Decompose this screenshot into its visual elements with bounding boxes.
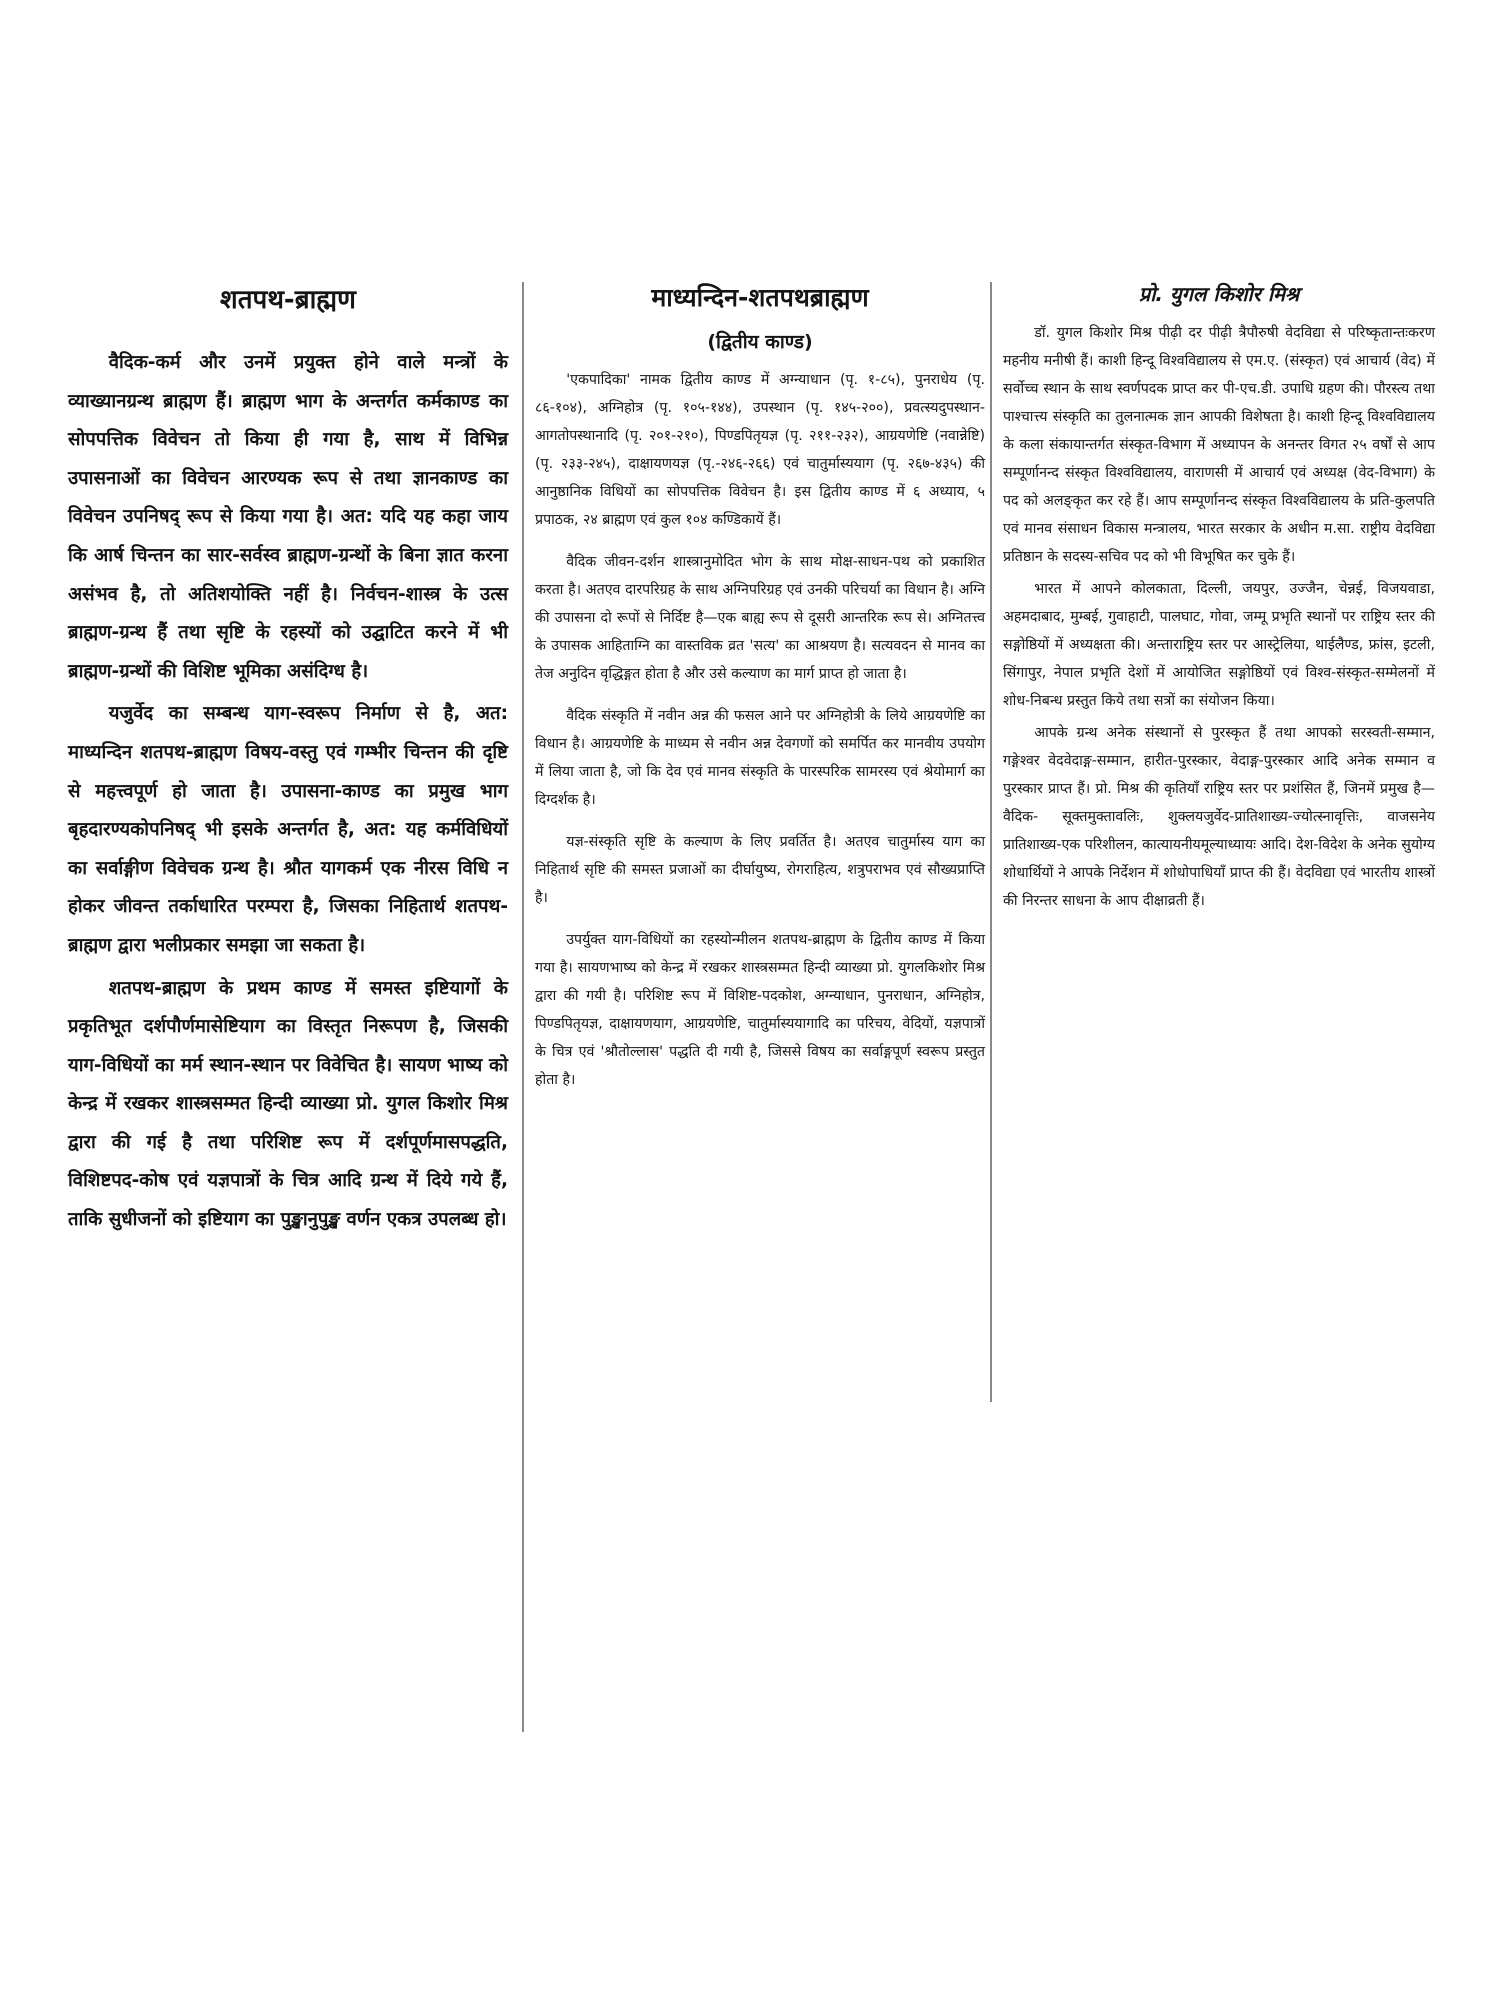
paragraph: यजुर्वेद का सम्बन्ध याग-स्वरूप निर्माण से है, अत: माध्यन्दिन शतपथ-ब्राह्मण विषय-वस्तु एवं गम्भीर चिन्तन की दृष्टि से महत्त्वपूर्ण हो जाता है। उपासना-काण्ड का प्रमुख भाग बृहदारण्यकोपनिषद् भी इसके अन्तर्गत है, अत: यह कर्मविधियों का सर्वाङ्गीण विवेचक ग्रन्थ है। श्रौत यागकर्म एक नीरस विधि न होकर जीवन्त तर्काधारित परम्परा है, जिसका निहितार्थ शतपथ-ब्राह्मण द्वारा भलीप्रकार समझा जा सकता है।	[68, 703, 508, 956]
paragraph: वैदिक संस्कृति में नवीन अन्न की फसल आने पर अग्निहोत्री के लिये आग्रयणेष्टि का विधान है। आग्रयणेष्टि के माध्यम से नवीन अन्न देवगणों को समर्पित कर मानवीय उपयोग में लिया जाता है, जो कि देव एवं मानव संस्कृति के पारस्परिक सामरस्य एवं श्रेयोमार्ग का दिग्दर्शक है।	[535, 708, 985, 808]
paragraph: वैदिक-कर्म और उनमें प्रयुक्त होने वाले मन्त्रों के व्याख्यानग्रन्थ ब्राह्मण हैं। ब्राह्मण भाग के अन्तर्गत कर्मकाण्ड का सोपपत्तिक विवेचन तो किया ही गया है, साथ में विभिन्न उपासनाओं का विवेचन आरण्यक रूप से तथा ज्ञानकाण्ड का विवेचन उपनिषद् रूप से किया गया है। अत: यदि यह कहा जाय कि आर्ष चिन्तन का सार-सर्वस्व ब्राह्मण-ग्रन्थों के बिना ज्ञात करना असंभव है, तो अतिशयोक्ति नहीं है। निर्वचन-शास्त्र के उत्स ब्राह्मण-ग्रन्थ हैं तथा सृष्टि के रहस्यों को उद्घाटित करने में भी ब्राह्मण-ग्रन्थों की विशिष्ट भूमिका असंदिग्ध है।	[68, 352, 508, 682]
paragraph: शतपथ-ब्राह्मण के प्रथम काण्ड में समस्त इष्टियागों के प्रकृतिभूत दर्शपौर्णमासेष्टियाग का विस्तृत निरूपण है, जिसकी याग-विधियों का मर्म स्थान-स्थान पर विवेचित है। सायण भाष्य को केन्द्र में रखकर शास्त्रसम्मत हिन्दी व्याख्या प्रो. युगल किशोर मिश्र द्वारा की गई है तथा परिशिष्ट रूप में दर्शपूर्णमासपद्धति, विशिष्टपद-कोष एवं यज्ञपात्रों के चित्र आदि ग्रन्थ में दिये गये हैं, ताकि सुधीजनों को इष्टियाग का पुङ्खानुपुङ्ख वर्णन एकत्र उपलब्ध हो।	[68, 977, 508, 1231]
column-subheading: (द्वितीय काण्ड)	[707, 331, 813, 353]
column-shatapatha-brahmana	[68, 280, 508, 1240]
column-author-bio	[1003, 280, 1435, 915]
paragraph: भारत में आपने कोलकाता, दिल्ली, जयपुर, उज्जैन, चेन्नई, विजयवाडा, अहमदाबाद, मुम्बई, गुवाहाटी, पालघाट, गोवा, जम्मू प्रभृति स्थानों पर राष्ट्रिय स्तर की सङ्गोष्ठियों में अध्यक्षता की। अन्ताराष्ट्रिय स्तर पर आस्ट्रेलिया, थाईलैण्ड, फ्रांस, इटली, सिंगापुर, नेपाल प्रभृति देशों में आयोजित सङ्गोष्ठियों एवं विश्व-संस्कृत-सम्मेलनों में शोध-निबन्ध प्रस्तुत किये तथा सत्रों का संयोजन किया।	[1003, 581, 1435, 709]
paragraph: आपके ग्रन्थ अनेक संस्थानों से पुरस्कृत हैं तथा आपको सरस्वती-सम्मान, गङ्गेश्वर वेदवेदाङ्ग-सम्मान, हारीत-पुरस्कार, वेदाङ्ग-पुरस्कार आदि अनेक सम्मान व पुरस्कार प्राप्त हैं। प्रो. मिश्र की कृतियाँ राष्ट्रिय स्तर पर प्रशंसित हैं, जिनमें प्रमुख है—वैदिक- सूक्तमुक्तावलिः, शुक्लयजुर्वेद-प्रातिशाख्य-ज्योत्स्नावृत्तिः, वाजसनेय प्रातिशाख्य-एक परिशीलन, कात्यायनीयमूल्याध्यायः आदि। देश-विदेश के अनेक सुयोग्य शोधार्थियों ने आपके निर्देशन में शोधोपाधियाँ प्राप्त की हैं। वेदविद्या एवं भारतीय शास्त्रों की निरन्तर साधना के आप दीक्षाव्रती हैं।	[1003, 725, 1435, 909]
column-madhyandina-shatapatha	[535, 280, 985, 1094]
column-heading: प्रो. युगल किशोर मिश्र	[1138, 282, 1300, 306]
column-divider-right	[990, 282, 992, 1402]
column-heading: माध्यन्दिन-शतपथब्राह्मण	[651, 283, 869, 312]
column-divider-left	[522, 282, 524, 1732]
paragraph: 'एकपादिका' नामक द्वितीय काण्ड में अग्न्याधान (पृ. १-८५), पुनराधेय (पृ. ८६-१०४), अग्निहोत्र (पृ. १०५-१४४), उपस्थान (पृ. १४५-२००), प्रवत्स्यदुपस्थान-आगतोपस्थानादि (पृ. २०१-२१०), पिण्डपितृयज्ञ (पृ. २११-२३२), आग्रयणेष्टि (नवान्नेष्टि) (पृ. २३३-२४५), दाक्षायणयज्ञ (पृ.-२४६-२६६) एवं चातुर्मास्ययाग (पृ. २६७-४३५) की आनुष्ठानिक विधियों का सोपपत्तिक विवेचन है। इस द्वितीय काण्ड में ६ अध्याय, ५ प्रपाठक, २४ ब्राह्मण एवं कुल १०४ कण्डिकायें हैं।	[535, 372, 985, 528]
paragraph: डॉ. युगल किशोर मिश्र पीढ़ी दर पीढ़ी त्रैपौरुषी वेदविद्या से परिष्कृतान्तःकरण महनीय मनीषी हैं। काशी हिन्दू विश्वविद्यालय से एम.ए. (संस्कृत) एवं आचार्य (वेद) में सर्वोच्च स्थान के साथ स्वर्णपदक प्राप्त कर पी-एच.डी. उपाधि ग्रहण की। पौरस्त्य तथा पाश्चात्त्य संस्कृति का तुलनात्मक ज्ञान आपकी विशेषता है। काशी हिन्दू विश्वविद्यालय के कला संकायान्तर्गत संस्कृत-विभाग में अध्यापन के अनन्तर विगत २५ वर्षों से आप सम्पूर्णानन्द संस्कृत विश्वविद्यालय, वाराणसी में आचार्य एवं अध्यक्ष (वेद-विभाग) के पद को अलङ्कृत कर रहे हैं। आप सम्पूर्णानन्द संस्कृत विश्वविद्यालय के प्रति-कुलपति एवं मानव संसाधन विकास मन्त्रालय, भारत सरकार के अधीन म.सा. राष्ट्रीय वेदविद्या प्रतिष्ठान के सदस्य-सचिव पद को भी विभूषित कर चुके हैं।	[1003, 325, 1435, 565]
paragraph: उपर्युक्त याग-विधियों का रहस्योन्मीलन शतपथ-ब्राह्मण के द्वितीय काण्ड में किया गया है। सायणभाष्य को केन्द्र में रखकर शास्त्रसम्मत हिन्दी व्याख्या प्रो. युगलकिशोर मिश्र द्वारा की गयी है। परिशिष्ट रूप में विशिष्ट-पदकोश, अग्न्याधान, पुनराधान, अग्निहोत्र, पिण्डपितृयज्ञ, दाक्षायणयाग, आग्रयणेष्टि, चातुर्मास्ययागादि का परिचय, वेदियों, यज्ञपात्रों के चित्र एवं 'श्रौतोल्लास' पद्धति दी गयी है, जिससे विषय का सर्वाङ्गपूर्ण स्वरूप प्रस्तुत होता है।	[535, 932, 985, 1088]
paragraph: वैदिक जीवन-दर्शन शास्त्रानुमोदित भोग के साथ मोक्ष-साधन-पथ को प्रकाशित करता है। अतएव दारपरिग्रह के साथ अग्निपरिग्रह एवं उनकी परिचर्या का विधान है। अग्नि की उपासना दो रूपों से निर्दिष्ट है—एक बाह्य रूप से दूसरी आन्तरिक रूप से। अग्नितत्त्व के उपासक आहिताग्नि का वास्तविक व्रत 'सत्य' का आश्रयण है। सत्यवदन से मानव का तेज अनुदिन वृद्धिङ्गत होता है और उसे कल्याण का मार्ग प्राप्त हो जाता है।	[535, 554, 985, 682]
paragraph: यज्ञ-संस्कृति सृष्टि के कल्याण के लिए प्रवर्तित है। अतएव चातुर्मास्य याग का निहितार्थ सृष्टि की समस्त प्रजाओं का दीर्घायुष्य, रोगराहित्य, शत्रुपराभव एवं सौख्यप्राप्ति है।	[535, 834, 985, 906]
column-heading: शतपथ-ब्राह्मण	[220, 285, 356, 315]
